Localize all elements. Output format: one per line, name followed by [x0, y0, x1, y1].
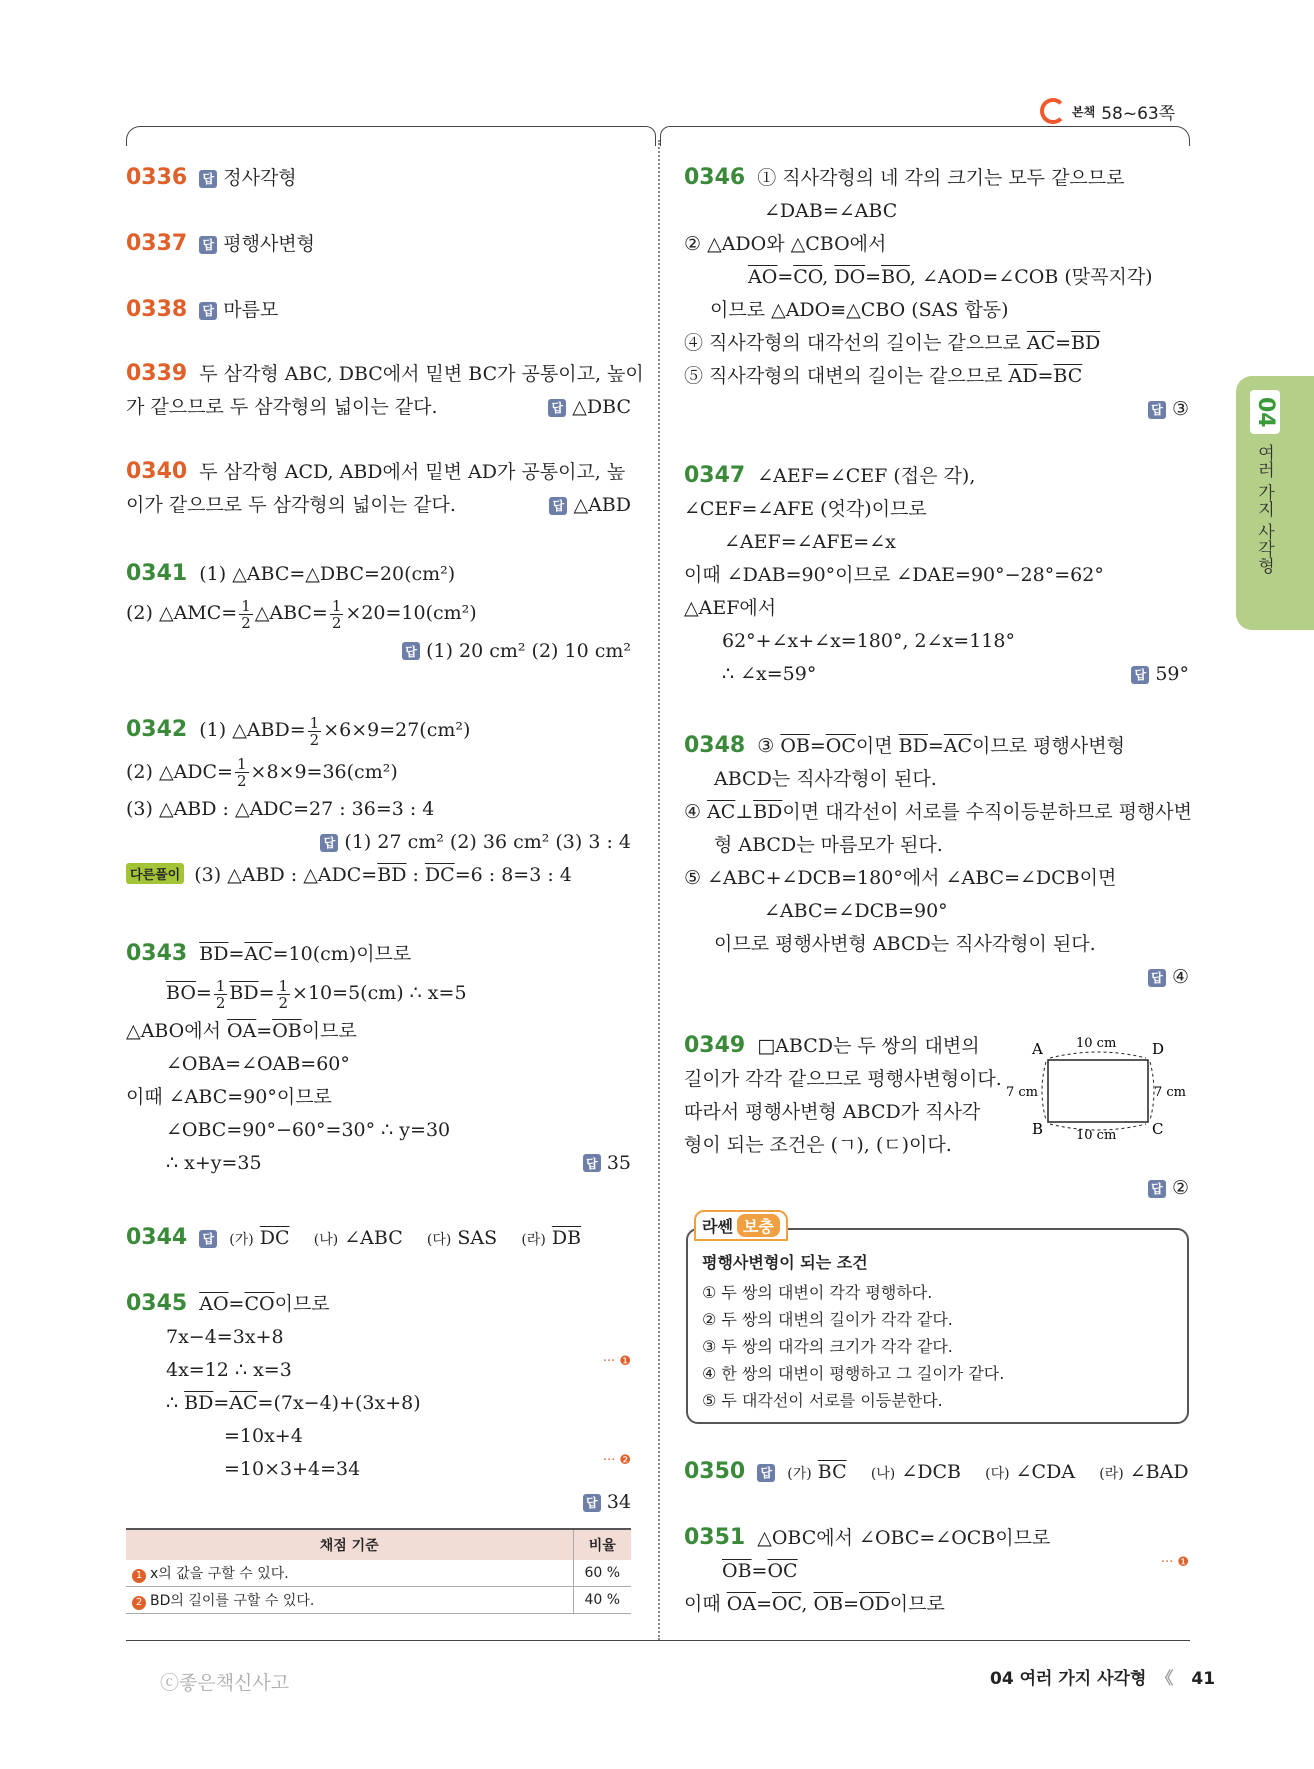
- text: 이면: [855, 735, 899, 757]
- step-marker: ··· ❶: [1160, 1555, 1189, 1570]
- step-number-icon: 1: [132, 1569, 146, 1583]
- solution-line: △AEF에서: [684, 597, 777, 619]
- fraction: $\frac{1}{2}$: [309, 713, 320, 749]
- solution-line: 이가 같으므로 두 삼각형의 넓이는 같다.: [126, 494, 456, 516]
- fraction: $\frac{1}{2}$: [241, 596, 251, 632]
- problem-number: 0350: [684, 1459, 746, 1484]
- solution-line: [684, 1588, 1189, 1621]
- segment: $\overline{CO}$: [244, 1293, 275, 1315]
- solution-line: 7x−4=3x+8: [166, 1326, 284, 1348]
- blank-value: ∠DCB: [901, 1461, 961, 1483]
- segment: $\overline{OD}$: [858, 1593, 890, 1615]
- solution-line: ∠OBC=90°−60°=30° ∴ y=30: [166, 1118, 451, 1141]
- text: =: [228, 1293, 245, 1315]
- problem-0342: [126, 714, 631, 892]
- answer-icon: [320, 834, 338, 852]
- blank-label: (라): [521, 1232, 546, 1248]
- text: (3) △ABD : △ADC=: [194, 864, 378, 886]
- answer-text: 정사각형: [223, 167, 297, 189]
- problem-0345: [126, 1288, 631, 1519]
- return-arrow-icon: [1040, 98, 1066, 124]
- solution-line: ∠OBA=∠OAB=60°: [166, 1052, 350, 1075]
- solution-line: ① 직사각형의 네 각의 크기는 모두 같으므로: [757, 167, 1125, 189]
- list-item: ③ 두 쌍의 대각의 크기가 각각 같다.: [702, 1337, 953, 1356]
- solution-line: =10x+4: [224, 1425, 303, 1447]
- page-footer: [990, 1664, 1215, 1689]
- grading-criterion: [126, 1560, 573, 1587]
- solution-line: [126, 938, 631, 971]
- segment: $\overline{BD}$: [898, 735, 928, 757]
- text: =: [751, 1560, 768, 1582]
- fraction: $\frac{1}{2}$: [278, 976, 289, 1012]
- right-length-label: 7 cm: [1154, 1085, 1187, 1100]
- segment: $\overline{BO}$: [166, 982, 196, 1004]
- solution-line: 형 ABCD는 마름모가 된다.: [714, 834, 943, 856]
- text: ⑤ 직사각형의 대변의 길이는 같으므로: [684, 365, 1009, 387]
- blank-value: ∠CDA: [1015, 1461, 1076, 1483]
- supplement-label: 보충: [737, 1214, 780, 1237]
- solution-line: ② △ADO와 △CBO에서: [684, 233, 887, 255]
- publisher-copyright: ⓒ좋은책신사고: [160, 1672, 290, 1694]
- solution-line: [684, 261, 1189, 294]
- segment: $\overline{AC}$: [1026, 332, 1056, 354]
- fraction: $\frac{1}{2}$: [215, 976, 226, 1012]
- blank-label: (가): [787, 1466, 812, 1482]
- rectangle-abcd: [1048, 1060, 1148, 1122]
- vertex-label-a: A: [1032, 1040, 1043, 1058]
- problem-0336: [126, 162, 297, 195]
- segment: $\overline{DC}$: [424, 864, 455, 886]
- segment: $\overline{OC}$: [771, 1593, 802, 1615]
- criterion-text: BD의 길이를 구할 수 있다.: [150, 1593, 315, 1609]
- answer-icon: [1148, 401, 1166, 419]
- problem-0344: [126, 1222, 581, 1257]
- bottom-length-label: 10 cm: [1076, 1128, 1117, 1142]
- supplement-tab: [694, 1210, 788, 1241]
- list-item: ② 두 쌍의 대변의 길이가 각각 같다.: [702, 1310, 953, 1329]
- solution-line: 이때 ∠ABC=90°이므로: [126, 1085, 332, 1108]
- answer-text: 59°: [1155, 663, 1189, 685]
- solution-line: ∠DAB=∠ABC: [764, 200, 898, 222]
- right-column-frame: [660, 126, 1190, 146]
- problem-0346: [684, 162, 1189, 426]
- text: =: [777, 266, 794, 288]
- solution-line: [126, 1288, 631, 1321]
- solution-line: [126, 714, 631, 748]
- vertex-label-d: D: [1152, 1040, 1165, 1058]
- segment: $\overline{OB}$: [272, 1019, 302, 1042]
- problem-number: 0344: [126, 1225, 188, 1250]
- solution-line: [684, 327, 1189, 360]
- problem-0340: [126, 456, 631, 522]
- fraction: $\frac{1}{2}$: [236, 755, 247, 790]
- problem-number: 0337: [126, 231, 188, 256]
- segment: $\overline{BD}$: [753, 801, 783, 823]
- text: =10(cm)이므로: [272, 943, 412, 965]
- supplement-title: 평행사변형이 되는 조건: [702, 1253, 868, 1272]
- top-dimension-arc: [1050, 1052, 1146, 1058]
- list-item: ④ 한 쌍의 대변이 평행하고 그 길이가 같다.: [702, 1364, 1005, 1383]
- answer-text: 35: [606, 1151, 631, 1174]
- text: (2) △AMC=: [126, 602, 238, 624]
- text: 이므로 평행사변형: [972, 735, 1125, 757]
- chapter-title: 여러 가지 사각형: [1254, 444, 1274, 574]
- answer-icon: [757, 1464, 775, 1482]
- solution-line: 따라서 평행사변형 ABCD가 직사각: [684, 1101, 981, 1123]
- answer-text: ④: [1171, 966, 1189, 988]
- answer-icon: [548, 399, 566, 417]
- solution-line: ∠ABC=∠DCB=90°: [764, 900, 948, 922]
- left-column-frame: [126, 126, 656, 146]
- text: ∴: [166, 1392, 185, 1414]
- solution-line: 4x=12 ∴ x=3: [166, 1359, 292, 1381]
- text: 이면 대각선이 서로를 수직이등분하므로 평행사변: [782, 801, 1193, 823]
- problem-0347: [684, 460, 1189, 691]
- answer-text: 34: [606, 1491, 631, 1513]
- problem-0337: [126, 228, 315, 261]
- text: ×6×9=27(cm²): [323, 719, 471, 741]
- problem-number: 0349: [684, 1033, 746, 1058]
- alt-solution-badge: 다른풀이: [126, 863, 184, 884]
- problem-0351: [684, 1522, 1189, 1621]
- segment: $\overline{OC}$: [767, 1560, 798, 1582]
- text: =: [865, 266, 882, 288]
- solution-line: ∠AEF=∠CEF (접은 각),: [757, 465, 976, 487]
- answer-icon: [549, 497, 567, 515]
- segment: $\overline{DO}$: [834, 266, 866, 288]
- text: =: [1055, 332, 1072, 354]
- text: =: [756, 1593, 772, 1615]
- answer-icon: [402, 642, 420, 660]
- text: =: [809, 735, 826, 757]
- grading-table: [126, 1528, 631, 1614]
- blank-label: (나): [313, 1232, 339, 1248]
- solution-line: =10×3+4=34: [224, 1458, 361, 1480]
- text: 이므로: [301, 1019, 357, 1042]
- problem-0343: [126, 938, 631, 1180]
- answer-icon: [1131, 666, 1149, 684]
- solution-line: [126, 977, 631, 1011]
- vertex-label-b: B: [1032, 1120, 1044, 1138]
- segment: $\overline{OB}$: [813, 1593, 844, 1615]
- supplement-brand: 라쎈: [702, 1217, 733, 1236]
- text: ③: [757, 735, 781, 757]
- blank-value: $\overline{DB}$: [551, 1227, 582, 1249]
- blank-label: (가): [229, 1232, 254, 1248]
- text: =: [1037, 365, 1054, 387]
- answer-icon: [199, 170, 217, 188]
- book-label: 본책: [1072, 104, 1096, 119]
- page-number: 41: [1191, 1669, 1216, 1689]
- segment: $\overline{AD}$: [1008, 365, 1038, 387]
- answer-text: ②: [1171, 1177, 1189, 1199]
- answer-text: △ABD: [573, 494, 631, 516]
- problem-0338: [126, 294, 278, 327]
- chevron-left-icon: 《: [1156, 1669, 1174, 1689]
- step-marker: ··· ❷: [602, 1453, 631, 1468]
- text: ,: [822, 266, 835, 288]
- text: 이때: [684, 1593, 727, 1615]
- book-page-reference: [1040, 98, 1175, 124]
- page-range: 58~63쪽: [1101, 103, 1176, 124]
- grading-ratio: 40 %: [573, 1587, 631, 1614]
- text: ×20=10(cm²): [345, 602, 477, 624]
- text: =: [195, 982, 212, 1004]
- solution-line: 형이 되는 조건은 (ㄱ), (ㄷ)이다.: [684, 1134, 952, 1156]
- problem-0341: [126, 558, 631, 668]
- grading-header-criteria: 채점 기준: [126, 1529, 573, 1560]
- text: =: [213, 1392, 230, 1414]
- segment: $\overline{CO}$: [793, 266, 823, 288]
- vertex-label-c: C: [1152, 1120, 1164, 1138]
- segment: $\overline{BD}$: [199, 943, 229, 965]
- solution-line: 이므로 평행사변형 ABCD는 직사각형이 된다.: [714, 933, 1096, 955]
- solution-line: ∴ x+y=35: [166, 1151, 262, 1174]
- text: ×8×9=36(cm²): [250, 760, 398, 783]
- text: ,: [801, 1593, 814, 1615]
- segment: $\overline{OA}$: [726, 1593, 757, 1615]
- answer-icon: [583, 1494, 601, 1512]
- problem-number: 0338: [126, 297, 188, 322]
- problem-0348: [684, 730, 1193, 994]
- rectangle-figure: [1000, 1032, 1190, 1142]
- text: (2) △ADC=: [126, 760, 233, 783]
- segment: $\overline{BD}$: [377, 864, 407, 886]
- text: ④ 직사각형의 대각선의 길이는 같으므로: [684, 332, 1027, 354]
- problem-number: 0343: [126, 941, 188, 966]
- answer-icon: [583, 1154, 601, 1172]
- segment: $\overline{AO}$: [748, 266, 778, 288]
- answer-text: (1) 27 cm² (2) 36 cm² (3) 3 : 4: [344, 831, 631, 853]
- text: =: [258, 982, 275, 1004]
- answer-icon: [1148, 969, 1166, 987]
- grading-criterion: [126, 1587, 573, 1614]
- text: =6 : 8=3 : 4: [454, 864, 572, 886]
- segment: $\overline{AC}$: [244, 943, 273, 965]
- chapter-side-tab[interactable]: [1236, 376, 1314, 630]
- segment: $\overline{OA}$: [226, 1019, 257, 1042]
- text: △ABC=: [254, 602, 328, 624]
- criterion-text: x의 값을 구할 수 있다.: [150, 1566, 289, 1582]
- table-row: [126, 1560, 631, 1587]
- alternative-solution: [126, 859, 631, 892]
- problem-number: 0339: [126, 361, 188, 386]
- solution-line: △OBC에서 ∠OBC=∠OCB이므로: [757, 1527, 1051, 1549]
- answer-icon: [199, 236, 217, 254]
- solution-line: [684, 796, 1193, 829]
- text: =: [228, 943, 245, 965]
- text: , ∠AOD=∠COB (맞꼭지각): [909, 266, 1153, 288]
- text: 이므로: [889, 1593, 945, 1615]
- segment: $\overline{BD}$: [1071, 332, 1101, 354]
- step-number-icon: 2: [132, 1596, 146, 1610]
- text: △ABO에서: [126, 1019, 227, 1042]
- solution-line: [126, 756, 631, 790]
- solution-line: 62°+∠x+∠x=180°, 2∠x=118°: [722, 630, 1015, 652]
- problem-number: 0342: [126, 717, 188, 742]
- problem-number: 0351: [684, 1525, 746, 1550]
- text: =: [843, 1593, 859, 1615]
- solution-line: [684, 1555, 1189, 1588]
- answer-icon: [1148, 1180, 1166, 1198]
- step-marker: ··· ❶: [602, 1354, 631, 1369]
- segment: $\overline{OB}$: [780, 735, 810, 757]
- solution-line: [126, 1387, 631, 1420]
- solution-line: ⑤ ∠ABC+∠DCB=180°에서 ∠ABC=∠DCB이면: [684, 867, 1117, 889]
- list-item: ⑤ 두 대각선이 서로를 이등분한다.: [702, 1391, 943, 1410]
- solution-line: [126, 1015, 631, 1048]
- solution-line: [126, 597, 631, 631]
- problem-0339: [126, 358, 644, 424]
- solution-line: 길이가 각각 같으므로 평행사변형이다.: [684, 1068, 1002, 1090]
- answer-icon: [199, 1230, 217, 1248]
- blank-value: SAS: [457, 1227, 498, 1249]
- solution-line: [684, 360, 1189, 393]
- left-dimension-arc: [1042, 1062, 1046, 1120]
- blank-label: (라): [1099, 1466, 1124, 1482]
- segment: $\overline{AO}$: [199, 1293, 229, 1315]
- solution-line: 두 삼각형 ABC, DBC에서 밑변 BC가 공통이고, 높이: [199, 363, 644, 385]
- solution-line: 가 같으므로 두 삼각형의 넓이는 같다.: [126, 396, 438, 418]
- solution-line: 이므로 △ADO≡△CBO (SAS 합동): [710, 299, 1009, 321]
- text: =: [256, 1019, 273, 1042]
- chapter-number: 04: [1250, 390, 1280, 434]
- answer-icon: [199, 302, 217, 320]
- left-length-label: 7 cm: [1006, 1085, 1039, 1100]
- column-divider: [658, 140, 660, 1640]
- answer-text: 마름모: [223, 299, 279, 321]
- blank-value: $\overline{BC}$: [817, 1461, 847, 1483]
- blank-value: ∠ABC: [344, 1227, 403, 1249]
- grading-header-ratio: 비율: [573, 1529, 631, 1560]
- segment: $\overline{AC}$: [943, 735, 973, 757]
- problem-number: 0340: [126, 459, 188, 484]
- list-item: ① 두 쌍의 대변이 각각 평행하다.: [702, 1283, 933, 1302]
- segment: $\overline{BO}$: [881, 266, 910, 288]
- text: 이므로: [274, 1293, 330, 1315]
- text: (1) △ABD=: [199, 719, 306, 741]
- solution-line: (1) △ABC=△DBC=20(cm²): [199, 563, 456, 585]
- answer-text: (1) 20 cm² (2) 10 cm²: [426, 639, 631, 662]
- text: ×10=5(cm) ∴ x=5: [292, 982, 467, 1004]
- solution-line: (3) △ABD : △ADC=27 : 36=3 : 4: [126, 798, 435, 820]
- text: :: [406, 864, 425, 886]
- segment: $\overline{OB}$: [722, 1560, 752, 1582]
- solution-line: [684, 730, 1189, 763]
- answer-text: ③: [1171, 398, 1189, 420]
- problem-number: 0346: [684, 165, 746, 190]
- text: =: [927, 735, 944, 757]
- problem-number: 0336: [126, 165, 188, 190]
- blank-value: ∠BAD: [1129, 1461, 1189, 1483]
- problem-number: 0341: [126, 561, 188, 586]
- problem-number: 0347: [684, 463, 746, 488]
- grading-ratio: 60 %: [573, 1560, 631, 1587]
- blank-label: (나): [870, 1466, 896, 1482]
- table-row: [126, 1587, 631, 1614]
- segment: $\overline{BD}$: [229, 982, 259, 1004]
- segment: $\overline{AC}$: [229, 1392, 258, 1414]
- text: =(7x−4)+(3x+8): [257, 1392, 421, 1414]
- bottom-rule: [126, 1640, 1190, 1641]
- answer-text: 평행사변형: [223, 233, 316, 255]
- problem-number: 0348: [684, 733, 746, 758]
- solution-line: 이때 ∠DAB=90°이므로 ∠DAE=90°−28°=62°: [684, 564, 1104, 586]
- blank-label: (다): [426, 1232, 452, 1248]
- solution-line: □ABCD는 두 쌍의 대변의: [757, 1035, 980, 1057]
- problem-0350: [684, 1456, 1189, 1491]
- solution-line: 두 삼각형 ACD, ABD에서 밑변 AD가 공통이고, 높: [199, 461, 626, 483]
- blank-value: $\overline{DC}$: [259, 1227, 290, 1249]
- text: ④: [684, 801, 708, 823]
- fraction: $\frac{1}{2}$: [331, 596, 342, 632]
- segment: $\overline{BC}$: [1053, 365, 1083, 387]
- segment: $\overline{OC}$: [825, 735, 856, 757]
- problem-number: 0345: [126, 1291, 188, 1316]
- footer-chapter: 04 여러 가지 사각형: [990, 1669, 1147, 1689]
- segment: $\overline{AC}$: [707, 801, 736, 823]
- solution-line: ∠CEF=∠AFE (엇각)이므로: [684, 498, 927, 520]
- solution-line: ∠AEF=∠AFE=∠x: [724, 531, 896, 553]
- answer-text: △DBC: [572, 396, 631, 418]
- text: ⊥: [735, 801, 754, 823]
- blank-label: (다): [985, 1466, 1010, 1482]
- solution-line: ABCD는 직사각형이 된다.: [714, 768, 937, 790]
- top-length-label: 10 cm: [1076, 1036, 1117, 1051]
- solution-line: ∴ ∠x=59°: [722, 663, 817, 685]
- segment: $\overline{BD}$: [184, 1392, 214, 1414]
